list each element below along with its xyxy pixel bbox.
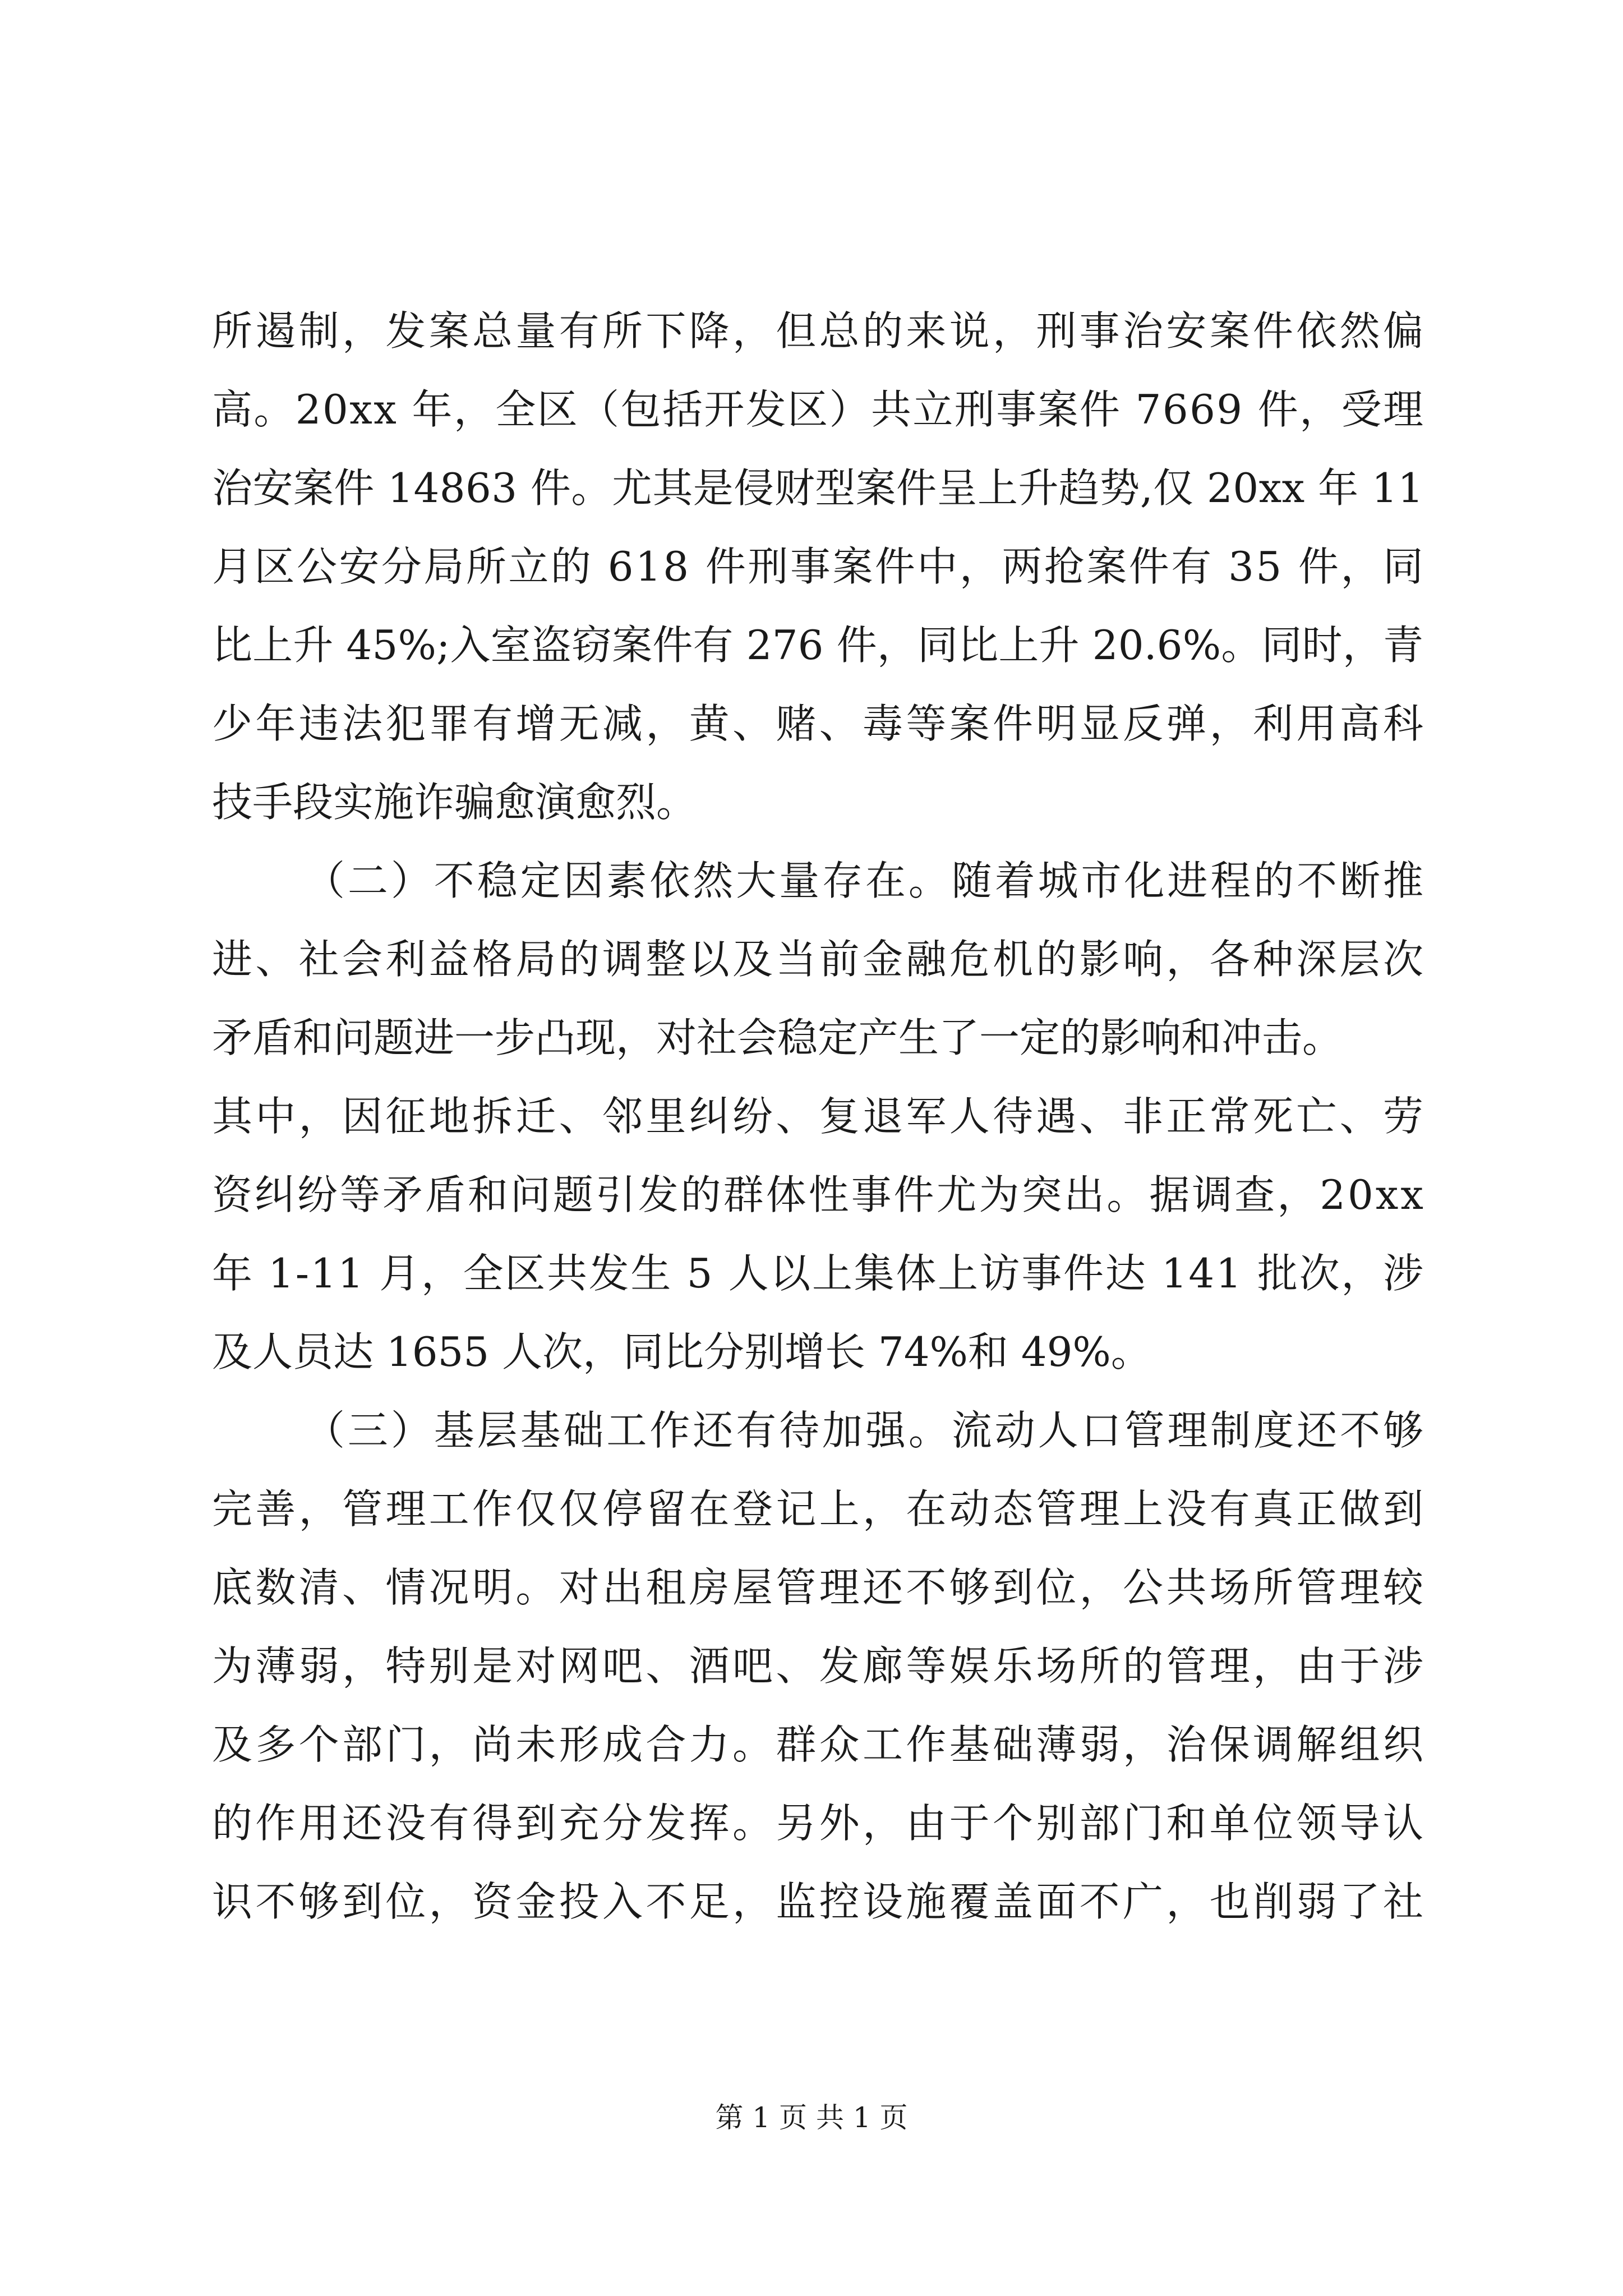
text-line: 其中，因征地拆迁、邻里纠纷、复退军人待遇、非正常死亡、劳 (212, 1093, 1427, 1140)
text-line: 资纠纷等矛盾和问题引发的群体性事件尤为突出。据调查，20xx (212, 1171, 1426, 1218)
text-line: （三）基层基础工作还有待加强。流动人口管理制度还不够 (305, 1407, 1426, 1454)
text-line: 及人员达 1655 人次，同比分别增长 74%和 49%。 (212, 1328, 1151, 1375)
page-footer: 第 1 页 共 1 页 (715, 2101, 908, 2134)
text-line: 少年违法犯罪有增无减，黄、赌、毒等案件明显反弹，利用高科 (212, 700, 1427, 747)
text-line: 高。20xx 年，全区（包括开发区）共立刑事案件 7669 件，受理 (212, 386, 1425, 433)
text-line: 进、社会利益格局的调整以及当前金融危机的影响，各种深层次 (212, 936, 1427, 983)
text-line: 矛盾和问题进一步凸现，对社会稳定产生了一定的影响和冲击。 (212, 1014, 1343, 1061)
text-line: 治安案件 14863 件。尤其是侵财型案件呈上升趋势,仅 20xx 年 11 (212, 464, 1424, 512)
text-line: 月区公安分局所立的 618 件刑事案件中，两抢案件有 35 件，同 (212, 543, 1426, 590)
text-line: 技手段实施诈骗愈演愈烈。 (212, 779, 697, 826)
text-line: 识不够到位，资金投入不足，监控设施覆盖面不广，也削弱了社 (212, 1878, 1427, 1925)
document-body (212, 292, 1427, 1941)
text-line: 完善，管理工作仅仅停留在登记上，在动态管理上没有真正做到 (212, 1485, 1427, 1533)
text-line: 年 1-11 月，全区共发生 5 人以上集体上访事件达 141 批次，涉 (212, 1250, 1425, 1297)
text-line: 的作用还没有得到充分发挥。另外，由于个别部门和单位领导认 (212, 1800, 1427, 1847)
text-line: 底数清、情况明。对出租房屋管理还不够到位，公共场所管理较 (212, 1564, 1427, 1611)
text-line: （二）不稳定因素依然大量存在。随着城市化进程的不断推 (305, 857, 1426, 904)
text-line: 比上升 45%;入室盗窃案件有 276 件，同比上升 20.6%。同时，青 (212, 622, 1424, 669)
text-line: 所遏制，发案总量有所下降，但总的来说，刑事治安案件依然偏 (212, 307, 1427, 355)
text-line: 为薄弱，特别是对网吧、酒吧、发廊等娱乐场所的管理，由于涉 (212, 1642, 1427, 1690)
text-line: 及多个部门，尚未形成合力。群众工作基础薄弱，治保调解组织 (212, 1721, 1427, 1768)
